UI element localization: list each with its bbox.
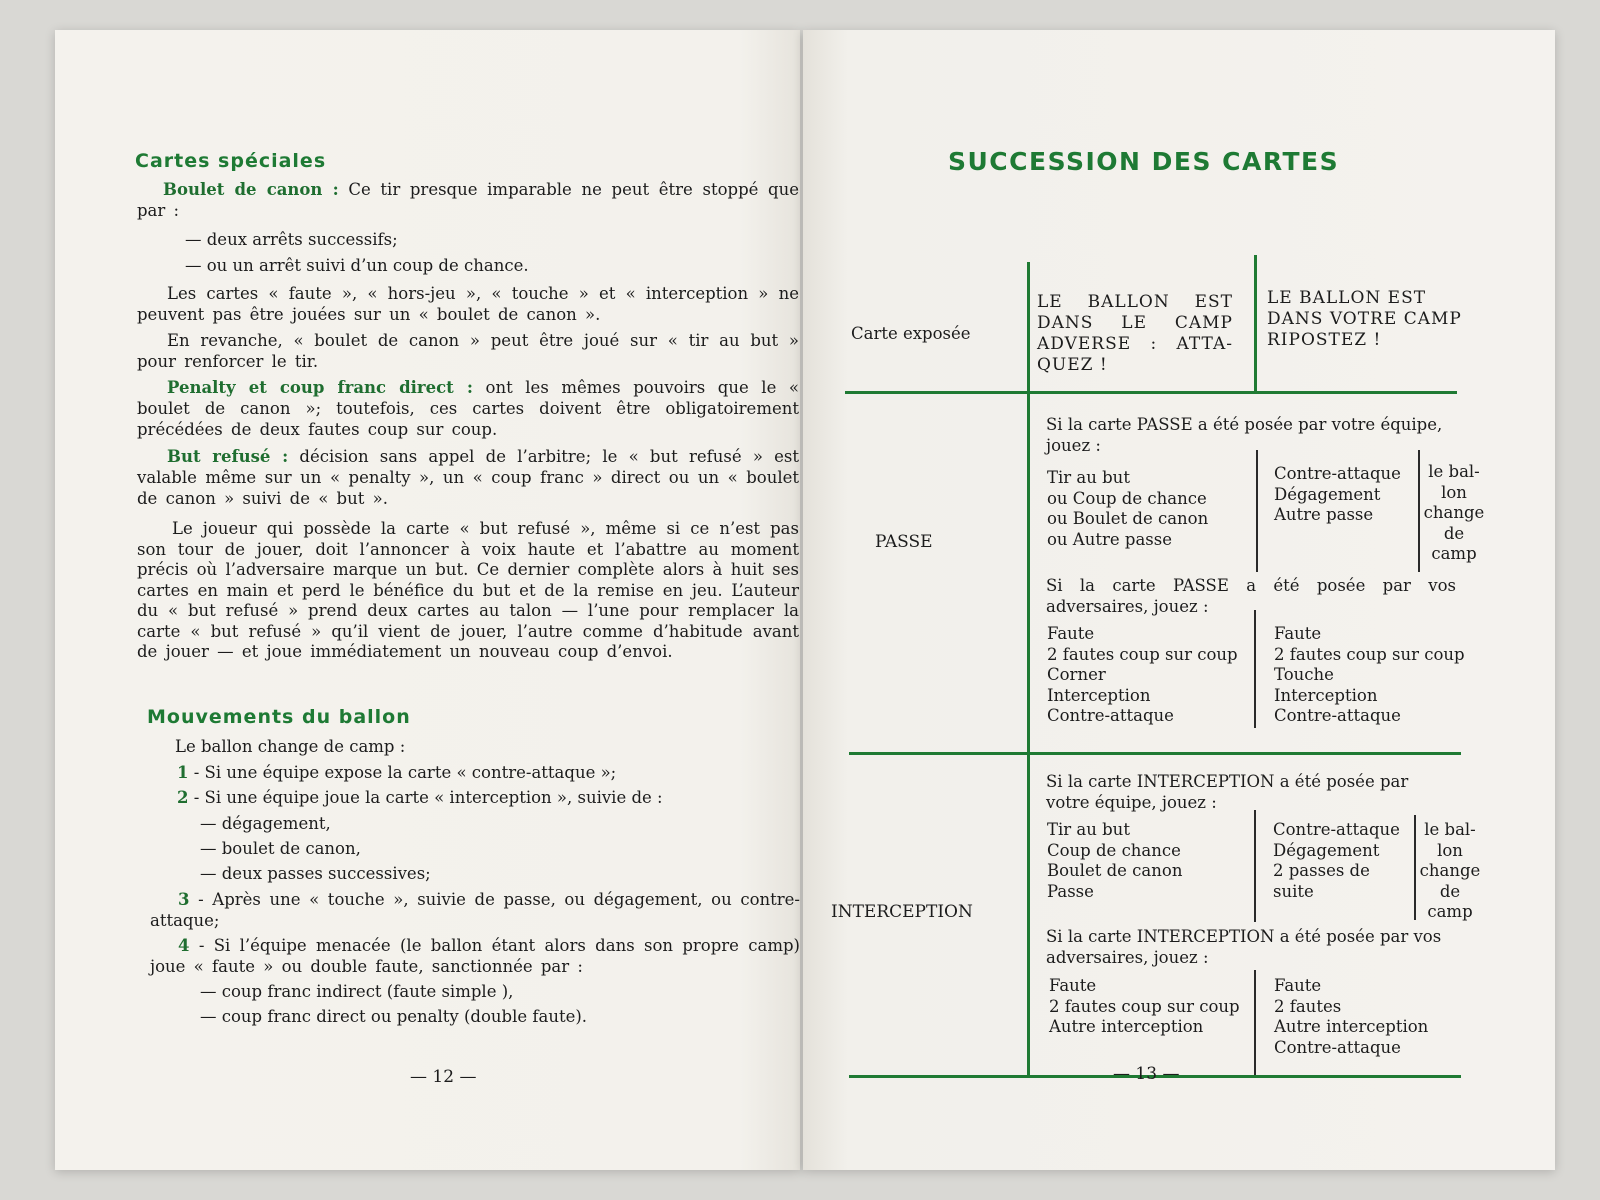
section-title-mouvements-du-ballon: Mouvements du ballon bbox=[147, 706, 411, 728]
column-rule bbox=[1254, 970, 1256, 1075]
header-ripostez: LE BALLON EST DANS VOTRE CAMP RIPOSTEZ ! bbox=[1267, 288, 1462, 350]
text-but-refuse: décision sans appel de l’arbitre; le « but refusé » est valable même sur un « penalty », un « coup franc » direct ou un « boulet de canon » suivi de « but ». bbox=[137, 447, 800, 508]
interception-opp-left bbox=[1049, 976, 1240, 1038]
list-item: — ou un arrêt suivi d’un coup de chance. bbox=[185, 256, 529, 275]
section-title-cartes-speciales: Cartes spéciales bbox=[135, 150, 327, 172]
header-carte-exposee: Carte exposée bbox=[851, 324, 971, 343]
list-item: Tir au but bbox=[1047, 468, 1130, 487]
column-rule bbox=[1254, 610, 1256, 728]
intro-ballon-change: Le ballon change de camp : bbox=[175, 737, 406, 756]
note-line: lon bbox=[1441, 482, 1467, 502]
list-item: Boulet de canon bbox=[1047, 861, 1183, 880]
note-line: camp bbox=[1431, 544, 1477, 563]
paragraph-penalty bbox=[137, 377, 799, 440]
right-page bbox=[803, 30, 1555, 1170]
list-item: Corner bbox=[1047, 665, 1106, 684]
text-penalty: ont les mêmes pouvoirs que le « boulet de canon »; toutefois, ces cartes doivent être obligatoirement précédées de deux fautes coup sur coup. bbox=[137, 378, 799, 439]
row-label-interception: INTERCEPTION bbox=[831, 902, 973, 922]
list-item: Contre-attaque bbox=[1273, 820, 1400, 839]
table-rule bbox=[845, 391, 1457, 394]
list-item: 2 fautes coup sur coup bbox=[1047, 644, 1238, 664]
rule-number: 3 bbox=[178, 890, 190, 909]
interception-own-note bbox=[1413, 820, 1487, 923]
list-item: Passe bbox=[1047, 881, 1094, 901]
table-rule bbox=[1027, 392, 1030, 1076]
term-penalty: Penalty et coup franc direct : bbox=[167, 378, 473, 397]
list-item: Dégagement bbox=[1274, 484, 1381, 504]
list-item: ou Coup de chance bbox=[1047, 488, 1207, 508]
paragraph-en-revanche: En revanche, « boulet de canon » peut être joué sur « tir au but » pour renforcer le tir. bbox=[137, 331, 799, 371]
note-line: camp bbox=[1427, 902, 1473, 921]
table-rule bbox=[849, 752, 1461, 755]
passe-opp-left bbox=[1047, 624, 1238, 727]
note-line: lon bbox=[1437, 840, 1463, 860]
left-page bbox=[55, 30, 800, 1170]
note-line: le bal- bbox=[1424, 820, 1476, 839]
rule-3 bbox=[150, 889, 800, 931]
note-line: de bbox=[1443, 523, 1465, 543]
paragraph-joueur: Le joueur qui possède la carte « but refusé », même si ce n’est pas son tour de jouer, doit l’annoncer à voix haute et l’abattre au moment précis où l’adversaire marque un but. Ce dernier complète alors à huit ses cartes en main et perd le bénéfice du but et de la remise en jeu. L’auteur du « but refusé » prend deux cartes au talon — l’une pour remplacer la carte « but refusé » qu’il vient de jouer, l’autre comme d’habitude avant de jouer — et joue immédiatement un nouveau coup d’envoi. bbox=[137, 519, 799, 661]
interception-own-intro: Si la carte INTERCEPTION a été posée par votre équipe, jouez : bbox=[1046, 772, 1409, 812]
list-item: Touche bbox=[1274, 665, 1334, 684]
list-item: 2 passes de bbox=[1273, 861, 1370, 880]
interception-own-right bbox=[1273, 820, 1400, 902]
list-item: Coup de chance bbox=[1047, 840, 1181, 860]
paragraph-cartes-faute: Les cartes « faute », « hors-jeu », « touche » et « interception » ne peuvent pas être jouées sur un « boulet de canon ». bbox=[137, 284, 799, 324]
passe-opp-right bbox=[1274, 624, 1465, 727]
list-item: Interception bbox=[1274, 685, 1378, 705]
note-line: change bbox=[1423, 503, 1485, 522]
rule-number: 2 bbox=[177, 788, 189, 807]
rule-text: - Si une équipe joue la carte « interception », suivie de : bbox=[193, 788, 663, 807]
list-item: — coup franc indirect (faute simple ), bbox=[200, 982, 514, 1001]
list-item: Faute bbox=[1047, 624, 1095, 643]
rule-number: 4 bbox=[178, 936, 190, 955]
list-item: Tir au but bbox=[1047, 820, 1130, 839]
interception-own-left bbox=[1047, 820, 1182, 902]
passe-opp-intro: Si la carte PASSE a été posée par vos adversaires, jouez : bbox=[1046, 576, 1456, 616]
list-item: ou Autre passe bbox=[1047, 529, 1172, 549]
text-boulet-de-canon: Ce tir presque imparable ne peut être stoppé que par : bbox=[137, 180, 800, 220]
header-attaquez: LE BALLON EST DANS LE CAMP ADVERSE : ATTA-QUEZ ! bbox=[1037, 292, 1233, 375]
list-item: Interception bbox=[1047, 685, 1151, 705]
list-item: Dégagement bbox=[1273, 840, 1380, 860]
column-rule bbox=[1256, 450, 1258, 572]
passe-own-note bbox=[1418, 462, 1490, 565]
interception-opp-right bbox=[1274, 976, 1428, 1058]
list-item: — coup franc direct ou penalty (double faute). bbox=[200, 1007, 588, 1026]
list-item: Autre interception bbox=[1274, 1017, 1429, 1036]
list-item: Faute bbox=[1274, 624, 1322, 643]
list-item: Contre-attaque bbox=[1274, 706, 1401, 725]
page-title: SUCCESSION DES CARTES bbox=[948, 147, 1340, 176]
column-rule bbox=[1254, 810, 1256, 922]
list-item: Autre passe bbox=[1274, 505, 1374, 524]
passe-own-left bbox=[1047, 468, 1208, 550]
paragraph-boulet-de-canon bbox=[137, 179, 799, 221]
list-item: Faute bbox=[1049, 976, 1097, 995]
list-item: Contre-attaque bbox=[1047, 706, 1174, 725]
rule-1 bbox=[177, 762, 616, 783]
list-item: Contre-attaque bbox=[1274, 464, 1401, 483]
list-item: — deux arrêts successifs; bbox=[185, 230, 398, 249]
note-line: de bbox=[1439, 881, 1461, 901]
term-boulet-de-canon: Boulet de canon : bbox=[163, 180, 339, 199]
list-item: Contre-attaque bbox=[1274, 1037, 1401, 1057]
list-item: Autre interception bbox=[1049, 1017, 1204, 1036]
passe-own-intro: Si la carte PASSE a été posée par votre équipe, jouez : bbox=[1046, 415, 1443, 455]
term-but-refuse: But refusé : bbox=[167, 447, 289, 466]
passe-own-right bbox=[1274, 464, 1401, 526]
rule-text: - Après une « touche », suivie de passe, ou dégagement, ou contre-attaque; bbox=[150, 890, 800, 930]
list-item: 2 fautes bbox=[1274, 996, 1342, 1016]
rule-4 bbox=[150, 935, 800, 977]
list-item: suite bbox=[1273, 881, 1314, 901]
rule-number: 1 bbox=[177, 763, 189, 782]
rule-text: - Si l’équipe menacée (le ballon étant alors dans son propre camp) joue « faute » ou double faute, sanctionnée par : bbox=[150, 936, 800, 976]
list-item: — dégagement, bbox=[200, 814, 331, 833]
interception-opp-intro: Si la carte INTERCEPTION a été posée par vos adversaires, jouez : bbox=[1046, 927, 1442, 967]
list-item: Faute bbox=[1274, 976, 1322, 995]
list-item: 2 fautes coup sur coup bbox=[1049, 996, 1240, 1016]
list-item: ou Boulet de canon bbox=[1047, 509, 1209, 528]
page-number: — 13 — bbox=[1113, 1064, 1180, 1084]
rule-2 bbox=[177, 787, 663, 808]
page-number: — 12 — bbox=[410, 1067, 477, 1087]
list-item: 2 fautes coup sur coup bbox=[1274, 644, 1465, 664]
rule-text: - Si une équipe expose la carte « contre-attaque »; bbox=[193, 763, 617, 782]
list-item: — deux passes successives; bbox=[200, 864, 431, 883]
note-line: le bal- bbox=[1428, 462, 1480, 481]
paragraph-but-refuse bbox=[137, 446, 799, 509]
list-item: — boulet de canon, bbox=[200, 839, 361, 858]
row-label-passe: PASSE bbox=[875, 532, 933, 552]
note-line: change bbox=[1419, 861, 1481, 880]
